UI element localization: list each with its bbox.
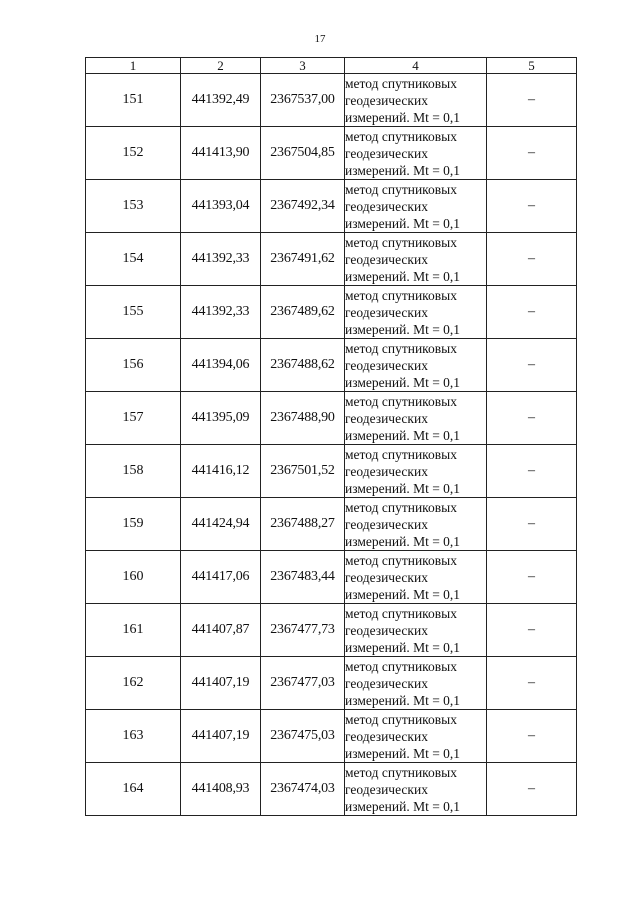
x-coordinate-cell: 441392,33 xyxy=(181,233,261,286)
header-col-4: 4 xyxy=(345,58,487,74)
method-line: метод спутниковых xyxy=(345,764,457,780)
note-cell: – xyxy=(487,604,577,657)
note-cell: – xyxy=(487,74,577,127)
method-line: геодезических xyxy=(345,516,428,532)
point-number-cell: 158 xyxy=(86,445,181,498)
table-row xyxy=(86,551,577,604)
point-number-cell: 151 xyxy=(86,74,181,127)
y-coordinate-cell: 2367537,00 xyxy=(261,74,345,127)
method-line: измерений. Mt = 0,1 xyxy=(345,268,461,284)
method-line: метод спутниковых xyxy=(345,711,457,727)
method-cell xyxy=(345,233,487,286)
method-line: измерений. Mt = 0,1 xyxy=(345,374,461,390)
x-coordinate-cell: 441407,87 xyxy=(181,604,261,657)
y-coordinate-cell: 2367501,52 xyxy=(261,445,345,498)
y-coordinate-cell: 2367488,90 xyxy=(261,392,345,445)
y-coordinate-cell: 2367475,03 xyxy=(261,710,345,763)
method-cell xyxy=(345,657,487,710)
x-coordinate-cell: 441395,09 xyxy=(181,392,261,445)
table-row xyxy=(86,233,577,286)
note-cell: – xyxy=(487,180,577,233)
x-coordinate-cell: 441408,93 xyxy=(181,763,261,816)
method-line: метод спутниковых xyxy=(345,340,457,356)
method-line: геодезических xyxy=(345,569,428,585)
method-line: геодезических xyxy=(345,145,428,161)
method-line: геодезических xyxy=(345,357,428,373)
method-line: измерений. Mt = 0,1 xyxy=(345,533,461,549)
point-number-cell: 155 xyxy=(86,286,181,339)
note-cell: – xyxy=(487,233,577,286)
method-line: метод спутниковых xyxy=(345,446,457,462)
table-row xyxy=(86,392,577,445)
method-cell xyxy=(345,551,487,604)
point-number-cell: 157 xyxy=(86,392,181,445)
point-number-cell: 163 xyxy=(86,710,181,763)
method-line: измерений. Mt = 0,1 xyxy=(345,480,461,496)
point-number-cell: 153 xyxy=(86,180,181,233)
table-row xyxy=(86,286,577,339)
note-cell: – xyxy=(487,445,577,498)
point-number-cell: 159 xyxy=(86,498,181,551)
method-cell xyxy=(345,763,487,816)
method-line: метод спутниковых xyxy=(345,287,457,303)
method-line: геодезических xyxy=(345,622,428,638)
note-cell: – xyxy=(487,551,577,604)
table-row xyxy=(86,604,577,657)
note-cell: – xyxy=(487,657,577,710)
note-cell: – xyxy=(487,339,577,392)
x-coordinate-cell: 441392,49 xyxy=(181,74,261,127)
point-number-cell: 154 xyxy=(86,233,181,286)
method-cell xyxy=(345,74,487,127)
point-number-cell: 164 xyxy=(86,763,181,816)
x-coordinate-cell: 441416,12 xyxy=(181,445,261,498)
y-coordinate-cell: 2367474,03 xyxy=(261,763,345,816)
method-line: измерений. Mt = 0,1 xyxy=(345,215,461,231)
table-header xyxy=(86,58,577,74)
method-line: метод спутниковых xyxy=(345,181,457,197)
y-coordinate-cell: 2367488,27 xyxy=(261,498,345,551)
method-cell xyxy=(345,710,487,763)
point-number-cell: 161 xyxy=(86,604,181,657)
method-line: геодезических xyxy=(345,251,428,267)
method-line: измерений. Mt = 0,1 xyxy=(345,109,461,125)
table-row xyxy=(86,498,577,551)
table-row xyxy=(86,445,577,498)
method-cell xyxy=(345,127,487,180)
method-line: геодезических xyxy=(345,728,428,744)
header-col-3: 3 xyxy=(261,58,345,74)
method-line: измерений. Mt = 0,1 xyxy=(345,692,461,708)
y-coordinate-cell: 2367492,34 xyxy=(261,180,345,233)
method-cell xyxy=(345,445,487,498)
table-row xyxy=(86,127,577,180)
coordinates-table xyxy=(85,57,577,816)
x-coordinate-cell: 441424,94 xyxy=(181,498,261,551)
method-line: измерений. Mt = 0,1 xyxy=(345,586,461,602)
header-col-1: 1 xyxy=(86,58,181,74)
table-row xyxy=(86,339,577,392)
method-line: геодезических xyxy=(345,304,428,320)
table-row xyxy=(86,763,577,816)
note-cell: – xyxy=(487,498,577,551)
method-cell xyxy=(345,498,487,551)
table-body xyxy=(86,74,577,816)
header-col-5: 5 xyxy=(487,58,577,74)
point-number-cell: 152 xyxy=(86,127,181,180)
method-line: геодезических xyxy=(345,198,428,214)
method-cell xyxy=(345,180,487,233)
method-line: метод спутниковых xyxy=(345,393,457,409)
note-cell: – xyxy=(487,392,577,445)
method-line: метод спутниковых xyxy=(345,658,457,674)
method-line: геодезических xyxy=(345,675,428,691)
x-coordinate-cell: 441407,19 xyxy=(181,710,261,763)
method-line: геодезических xyxy=(345,410,428,426)
y-coordinate-cell: 2367504,85 xyxy=(261,127,345,180)
y-coordinate-cell: 2367489,62 xyxy=(261,286,345,339)
method-line: метод спутниковых xyxy=(345,499,457,515)
table-row xyxy=(86,74,577,127)
method-line: измерений. Mt = 0,1 xyxy=(345,427,461,443)
y-coordinate-cell: 2367488,62 xyxy=(261,339,345,392)
method-cell xyxy=(345,392,487,445)
table-row xyxy=(86,710,577,763)
x-coordinate-cell: 441392,33 xyxy=(181,286,261,339)
y-coordinate-cell: 2367477,73 xyxy=(261,604,345,657)
note-cell: – xyxy=(487,286,577,339)
note-cell: – xyxy=(487,127,577,180)
x-coordinate-cell: 441407,19 xyxy=(181,657,261,710)
point-number-cell: 162 xyxy=(86,657,181,710)
x-coordinate-cell: 441417,06 xyxy=(181,551,261,604)
point-number-cell: 160 xyxy=(86,551,181,604)
method-cell xyxy=(345,286,487,339)
method-line: измерений. Mt = 0,1 xyxy=(345,321,461,337)
method-line: метод спутниковых xyxy=(345,234,457,250)
method-line: измерений. Mt = 0,1 xyxy=(345,639,461,655)
method-line: геодезических xyxy=(345,781,428,797)
method-cell xyxy=(345,339,487,392)
x-coordinate-cell: 441393,04 xyxy=(181,180,261,233)
x-coordinate-cell: 441413,90 xyxy=(181,127,261,180)
method-line: метод спутниковых xyxy=(345,128,457,144)
method-cell xyxy=(345,604,487,657)
y-coordinate-cell: 2367477,03 xyxy=(261,657,345,710)
method-line: измерений. Mt = 0,1 xyxy=(345,162,461,178)
table-row xyxy=(86,180,577,233)
note-cell: – xyxy=(487,710,577,763)
header-col-2: 2 xyxy=(181,58,261,74)
x-coordinate-cell: 441394,06 xyxy=(181,339,261,392)
method-line: измерений. Mt = 0,1 xyxy=(345,798,461,814)
y-coordinate-cell: 2367491,62 xyxy=(261,233,345,286)
page-number: 17 xyxy=(314,33,326,45)
note-cell: – xyxy=(487,763,577,816)
method-line: метод спутниковых xyxy=(345,552,457,568)
method-line: геодезических xyxy=(345,92,428,108)
point-number-cell: 156 xyxy=(86,339,181,392)
method-line: метод спутниковых xyxy=(345,605,457,621)
method-line: геодезических xyxy=(345,463,428,479)
method-line: метод спутниковых xyxy=(345,75,457,91)
header-row xyxy=(86,58,577,74)
y-coordinate-cell: 2367483,44 xyxy=(261,551,345,604)
method-line: измерений. Mt = 0,1 xyxy=(345,745,461,761)
table-row xyxy=(86,657,577,710)
